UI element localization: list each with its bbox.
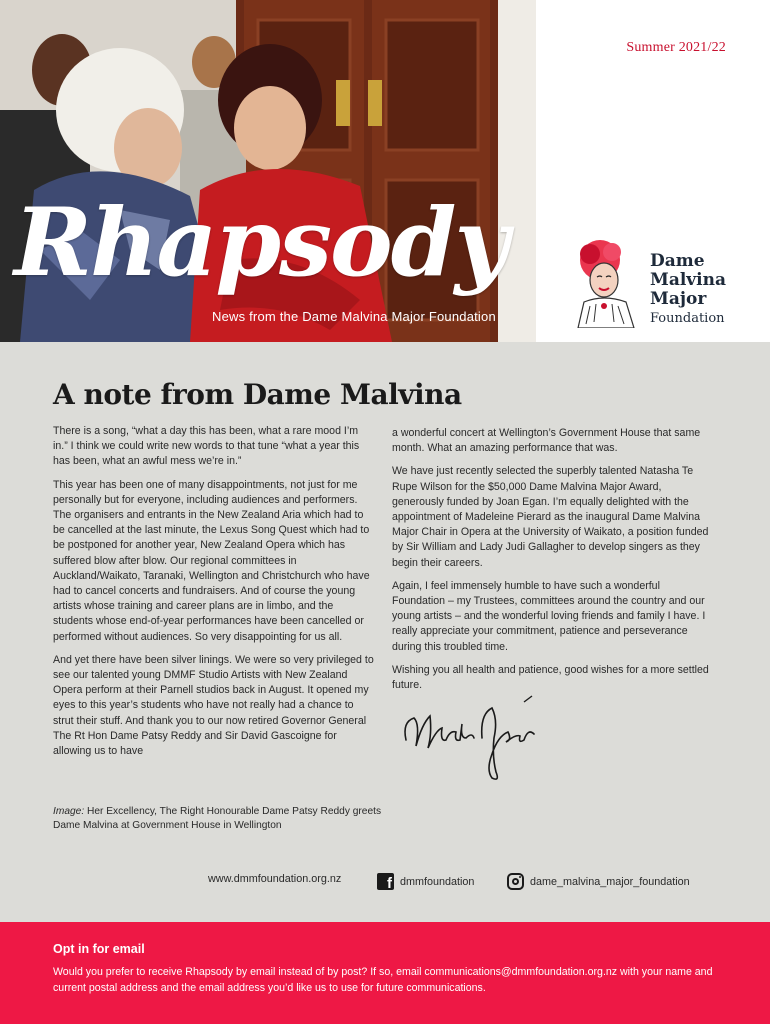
instagram-link[interactable] bbox=[507, 873, 690, 890]
article-paragraph: And yet there have been silver linings. We were so very privileged to see our talented young DMMF Studio Artists with New Zealand Opera perform at their Parnell studios back in August. It opened my eyes to this year’s students who have not really had a chance to strut their stuff. And thank you to our now retired Governor General The Rt Hon Dame Patsy Reddy and Sir David Gascoigne for allowing us to have bbox=[53, 653, 374, 758]
caption-label: Image: bbox=[53, 806, 85, 817]
masthead-tagline: News from the Dame Malvina Major Foundation bbox=[212, 309, 496, 324]
facebook-link[interactable] bbox=[377, 873, 474, 890]
article-paragraph: Wishing you all health and patience, good wishes for a more settled future. bbox=[392, 663, 709, 692]
masthead-title: Rhapsody bbox=[14, 188, 508, 298]
facebook-label: dmmfoundation bbox=[400, 875, 475, 888]
logo-portrait-icon bbox=[564, 232, 646, 328]
caption-text: Her Excellency, The Right Honourable Dame Patsy Reddy greets Dame Malvina at Government House in Wellington bbox=[53, 806, 382, 831]
article-paragraph: There is a song, “what a day this has been, what a rare mood I’m in.” I think we could write new words to that tune “what a year this has been, what an awful mess we’re in.” bbox=[53, 425, 360, 468]
article-title: A note from Dame Malvina bbox=[53, 378, 462, 411]
optin-body: Would you prefer to receive Rhapsody by email instead of by post? If so, email communications@dmmfoundation.org.nz with your name and current postal address and the email address you’d like us to use for future communications. bbox=[53, 966, 713, 994]
image-caption bbox=[53, 805, 383, 833]
logo-line-foundation: Foundation bbox=[650, 311, 725, 326]
website-link[interactable] bbox=[208, 873, 341, 885]
article-column-right bbox=[392, 426, 710, 701]
signature-image bbox=[400, 694, 540, 786]
website-label: www.dmmfoundation.org.nz bbox=[208, 873, 342, 885]
logo-wordmark bbox=[650, 252, 726, 328]
foundation-logo bbox=[564, 232, 744, 328]
article-column-left bbox=[53, 424, 375, 767]
cover-photo bbox=[0, 0, 536, 342]
article-paragraph: This year has been one of many disappointments, not just for me personally but for everyone, including audiences and performers. The organisers and entrants in the New Zealand Aria which had to be cancelled at the last minute, the Lexus Song Quest which had to be postponed for another year, New Zealand Opera which has suffered blow after blow. Our regional committees in Auckland/Waikato, Taranaki, Wellington and Christchurch who have had to cancel concerts and fundraisers. And of course the young artists whose training and career plans are in limbo, and the students whose end-of-year performances have been cancelled or performed without audiences. So very disappointing for us all. bbox=[53, 478, 370, 643]
logo-line-dame: Dame bbox=[650, 251, 705, 271]
issue-label: Summer 2021/22 bbox=[626, 40, 726, 55]
instagram-icon bbox=[507, 873, 524, 890]
article-paragraph: Again, I feel immensely humble to have such a wonderful Foundation – my Trustees, committees around the country and our young artists – and the wonderful loving friends and family I have. I really appreciate your commitment, patience and perseverance during this troubled time. bbox=[392, 579, 706, 653]
optin-banner bbox=[0, 922, 770, 1024]
article-paragraph: a wonderful concert at Wellington’s Government House that same month. What an amazing performance that was. bbox=[392, 427, 701, 455]
article-paragraph: We have just recently selected the superbly talented Natasha Te Rupe Wilson for the $50,000 Dame Malvina Major Award, generously funded by Joan Egan. I’m equally delighted with the appointment of Madeleine Pierard as the inaugural Dame Malvina Major Chair in Opera at the University of Waikato, a position funded by Sir William and Lady Judi Gallagher to develop singers as they begin their careers. bbox=[392, 465, 709, 569]
newsletter-header bbox=[0, 0, 770, 342]
instagram-label: dame_malvina_major_foundation bbox=[530, 875, 690, 888]
facebook-icon: f bbox=[377, 873, 394, 890]
logo-line-major: Major bbox=[650, 289, 707, 309]
article-panel bbox=[0, 342, 770, 922]
optin-title: Opt in for email bbox=[53, 942, 145, 956]
logo-line-malvina: Malvina bbox=[650, 270, 727, 290]
